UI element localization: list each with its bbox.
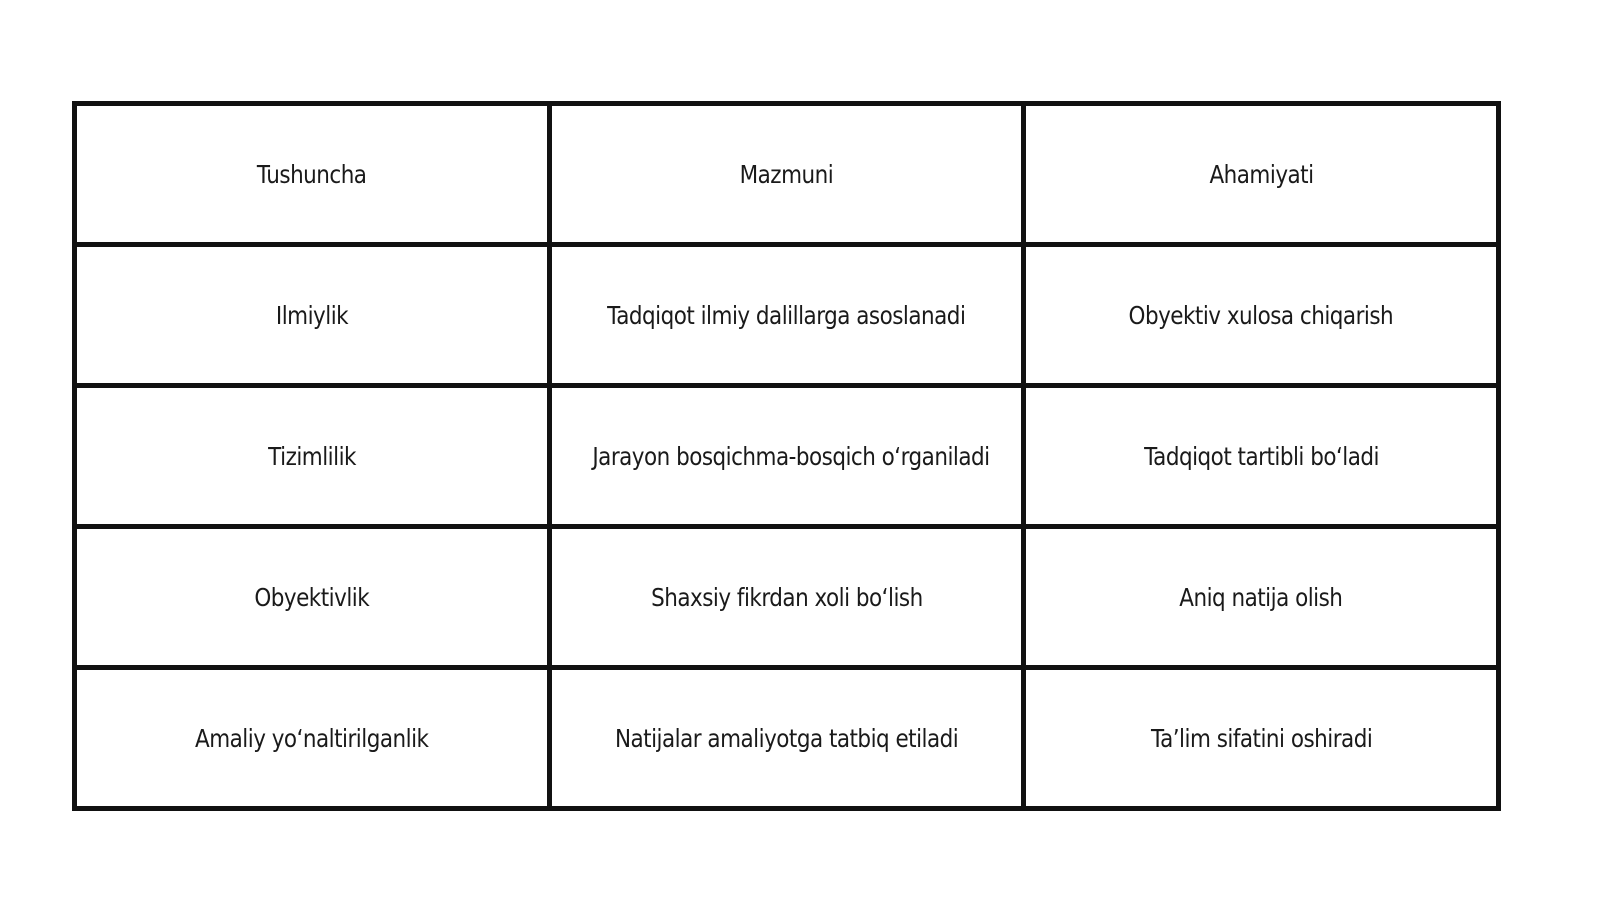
- table-cell: [549, 668, 1024, 809]
- table-row: [75, 386, 1499, 527]
- cell-text: Tadqiqot tartibli bo‘ladi: [1143, 441, 1379, 471]
- header-concept-text: Tushuncha: [257, 159, 367, 189]
- cell-text: Natijalar amaliyotga tatbiq etiladi: [614, 723, 959, 753]
- table-cell: [549, 245, 1024, 386]
- cell-text: Obyektiv xulosa chiqarish: [1128, 300, 1394, 330]
- cell-text: Jarayon bosqichma-bosqich o‘rganiladi: [591, 441, 990, 471]
- table-row: [75, 668, 1499, 809]
- table-cell: [549, 527, 1024, 668]
- table-cell: [75, 527, 550, 668]
- table-cell: [1024, 527, 1499, 668]
- table-row: [75, 245, 1499, 386]
- table-row: [75, 527, 1499, 668]
- table-cell: [1024, 245, 1499, 386]
- cell-text: Obyektivlik: [254, 582, 370, 612]
- cell-text: Aniq natija olish: [1179, 582, 1343, 612]
- table-cell: [75, 245, 550, 386]
- cell-text: Shaxsiy fikrdan xoli bo‘lish: [650, 582, 923, 612]
- cell-text: Ilmiylik: [275, 300, 348, 330]
- table-cell: [75, 668, 550, 809]
- cell-text: Tizimlilik: [267, 441, 356, 471]
- cell-text: Tadqiqot ilmiy dalillarga asoslanadi: [607, 300, 966, 330]
- cell-text: Ta’lim sifatini oshiradi: [1150, 723, 1372, 753]
- table-cell: [1024, 668, 1499, 809]
- table-cell: [75, 386, 550, 527]
- header-cell-content: [549, 104, 1024, 245]
- cell-text: Amaliy yo‘naltirilganlik: [195, 723, 429, 753]
- table-cell: [549, 386, 1024, 527]
- table-header-row: [75, 104, 1499, 245]
- header-importance-text: Ahamiyati: [1209, 159, 1314, 189]
- header-cell-concept: [75, 104, 550, 245]
- concepts-table: [72, 101, 1501, 811]
- table-cell: [1024, 386, 1499, 527]
- header-content-text: Mazmuni: [739, 159, 834, 189]
- header-cell-importance: [1024, 104, 1499, 245]
